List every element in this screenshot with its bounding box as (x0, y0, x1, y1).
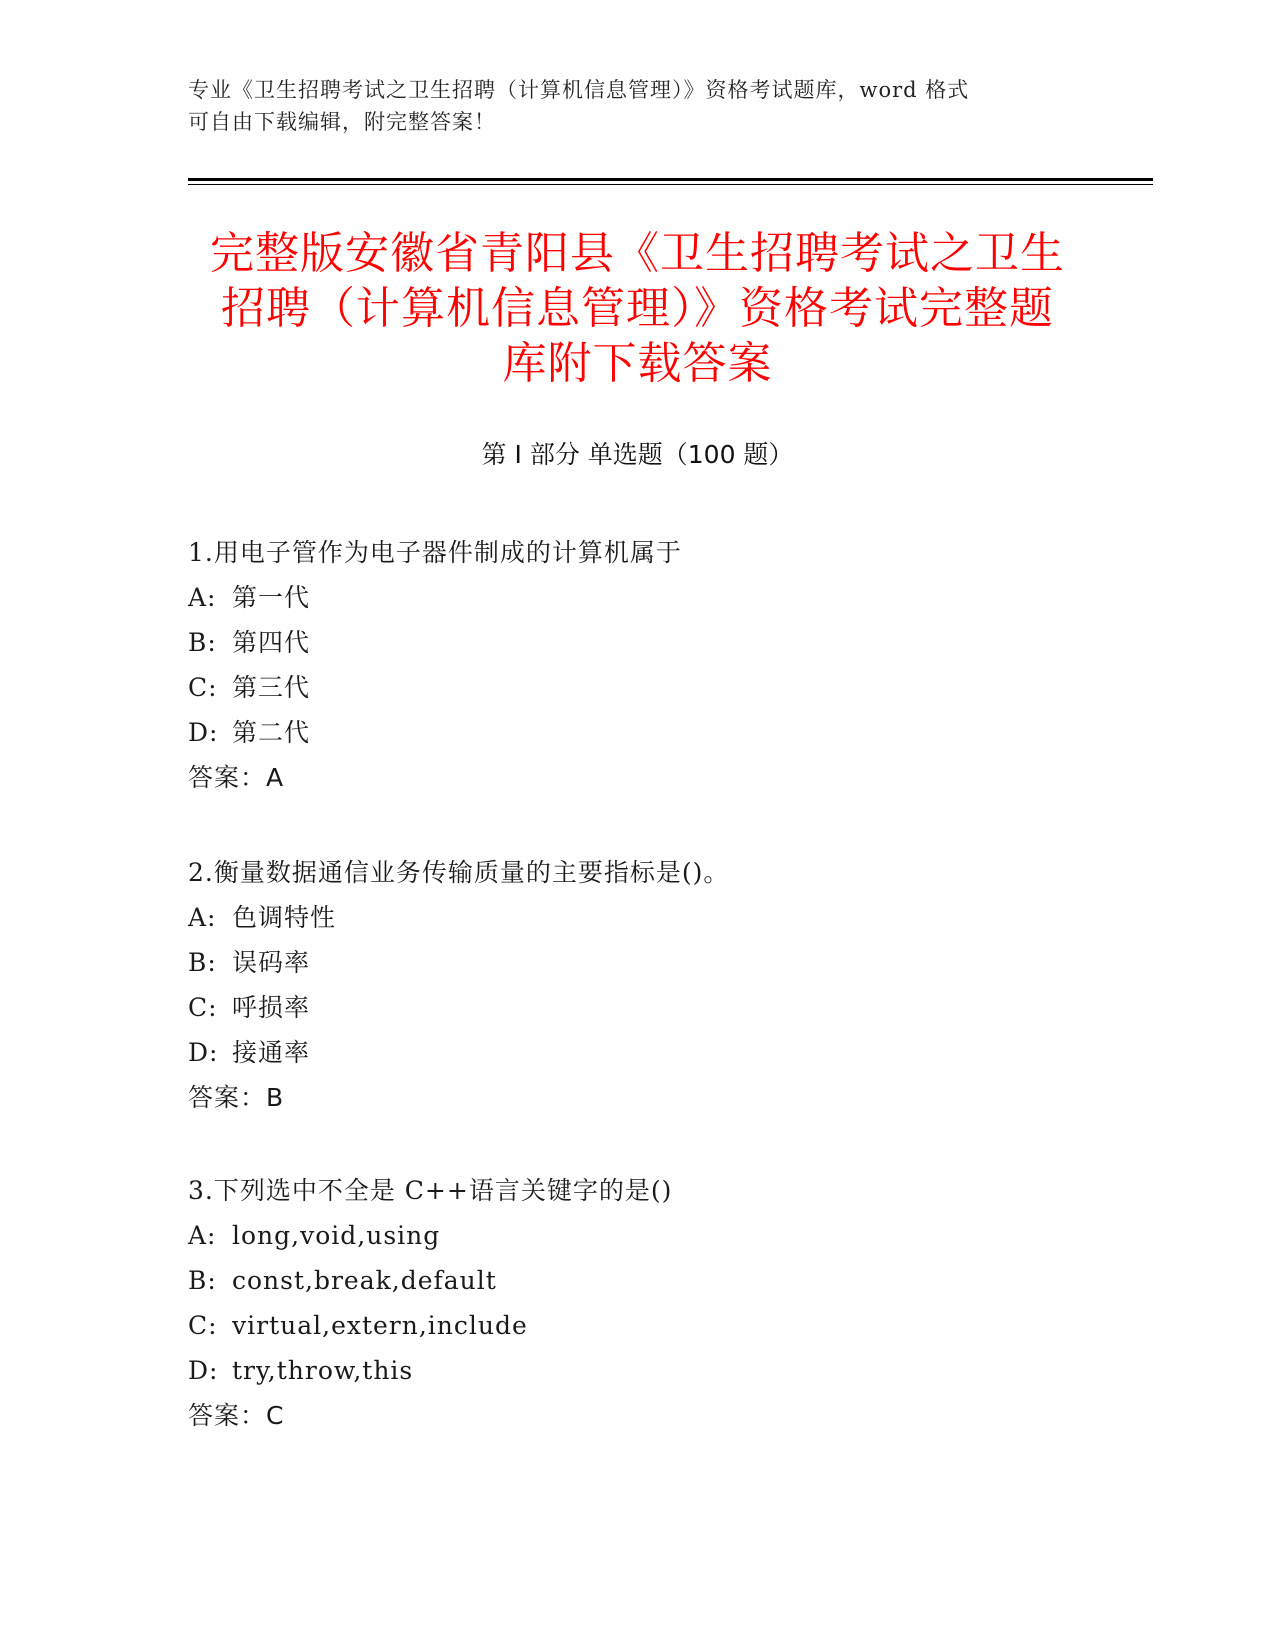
option-text: try,throw,this (232, 1356, 414, 1385)
header-note-line-2: 可自由下载编辑，附完整答案！ (188, 110, 496, 134)
option-key: B: (188, 628, 217, 657)
question-1 (188, 530, 1148, 800)
option-d (188, 1348, 1148, 1393)
option-key: D: (188, 1356, 219, 1385)
option-text: 色调特性 (232, 903, 337, 932)
option-key: A: (188, 903, 217, 932)
option-key: D: (188, 1038, 219, 1067)
title-line-1: 完整版安徽省青阳县《卫生招聘考试之卫生 (210, 228, 1065, 279)
option-text: 误码率 (232, 948, 311, 977)
document-title (150, 226, 1125, 391)
option-c (188, 665, 1148, 710)
option-a (188, 575, 1148, 620)
option-c (188, 985, 1148, 1030)
header-divider-thin (188, 184, 1153, 185)
document-header-note (188, 74, 1088, 138)
option-text: 呼损率 (232, 993, 311, 1022)
option-text: 第一代 (232, 583, 311, 612)
option-text: long,void,using (232, 1221, 441, 1250)
answer-label: 答案：A (188, 763, 285, 792)
title-line-3: 库附下载答案 (502, 338, 773, 389)
option-b (188, 1258, 1148, 1303)
option-key: B: (188, 948, 217, 977)
question-3 (188, 1168, 1148, 1438)
option-text: virtual,extern,include (232, 1311, 528, 1340)
option-text: 第二代 (232, 718, 311, 747)
option-c (188, 1303, 1148, 1348)
option-text: 接通率 (232, 1038, 311, 1067)
option-key: A: (188, 1221, 217, 1250)
answer-label: 答案：B (188, 1083, 285, 1112)
header-divider-thick (188, 178, 1153, 181)
option-d (188, 1030, 1148, 1075)
option-b (188, 940, 1148, 985)
option-b (188, 620, 1148, 665)
answer-label: 答案：C (188, 1401, 285, 1430)
option-text: 第三代 (232, 673, 311, 702)
option-key: D: (188, 718, 219, 747)
option-key: C: (188, 1311, 218, 1340)
question-stem: 2.衡量数据通信业务传输质量的主要指标是()。 (188, 858, 730, 887)
option-d (188, 710, 1148, 755)
header-note-line-1: 专业《卫生招聘考试之卫生招聘（计算机信息管理）》资格考试题库，word 格式 (188, 78, 970, 102)
option-text: 第四代 (232, 628, 311, 657)
option-key: C: (188, 673, 218, 702)
option-key: A: (188, 583, 217, 612)
title-line-2: 招聘（计算机信息管理）》资格考试完整题 (221, 283, 1054, 334)
option-key: C: (188, 993, 218, 1022)
option-text: const,break,default (232, 1266, 497, 1295)
question-stem: 3.下列选中不全是 C++语言关键字的是() (188, 1176, 673, 1205)
section-heading: 第 I 部分 单选题（100 题） (481, 440, 794, 469)
question-stem: 1.用电子管作为电子器件制成的计算机属于 (188, 538, 682, 567)
question-2 (188, 850, 1148, 1120)
option-a (188, 895, 1148, 940)
option-key: B: (188, 1266, 217, 1295)
option-a (188, 1213, 1148, 1258)
